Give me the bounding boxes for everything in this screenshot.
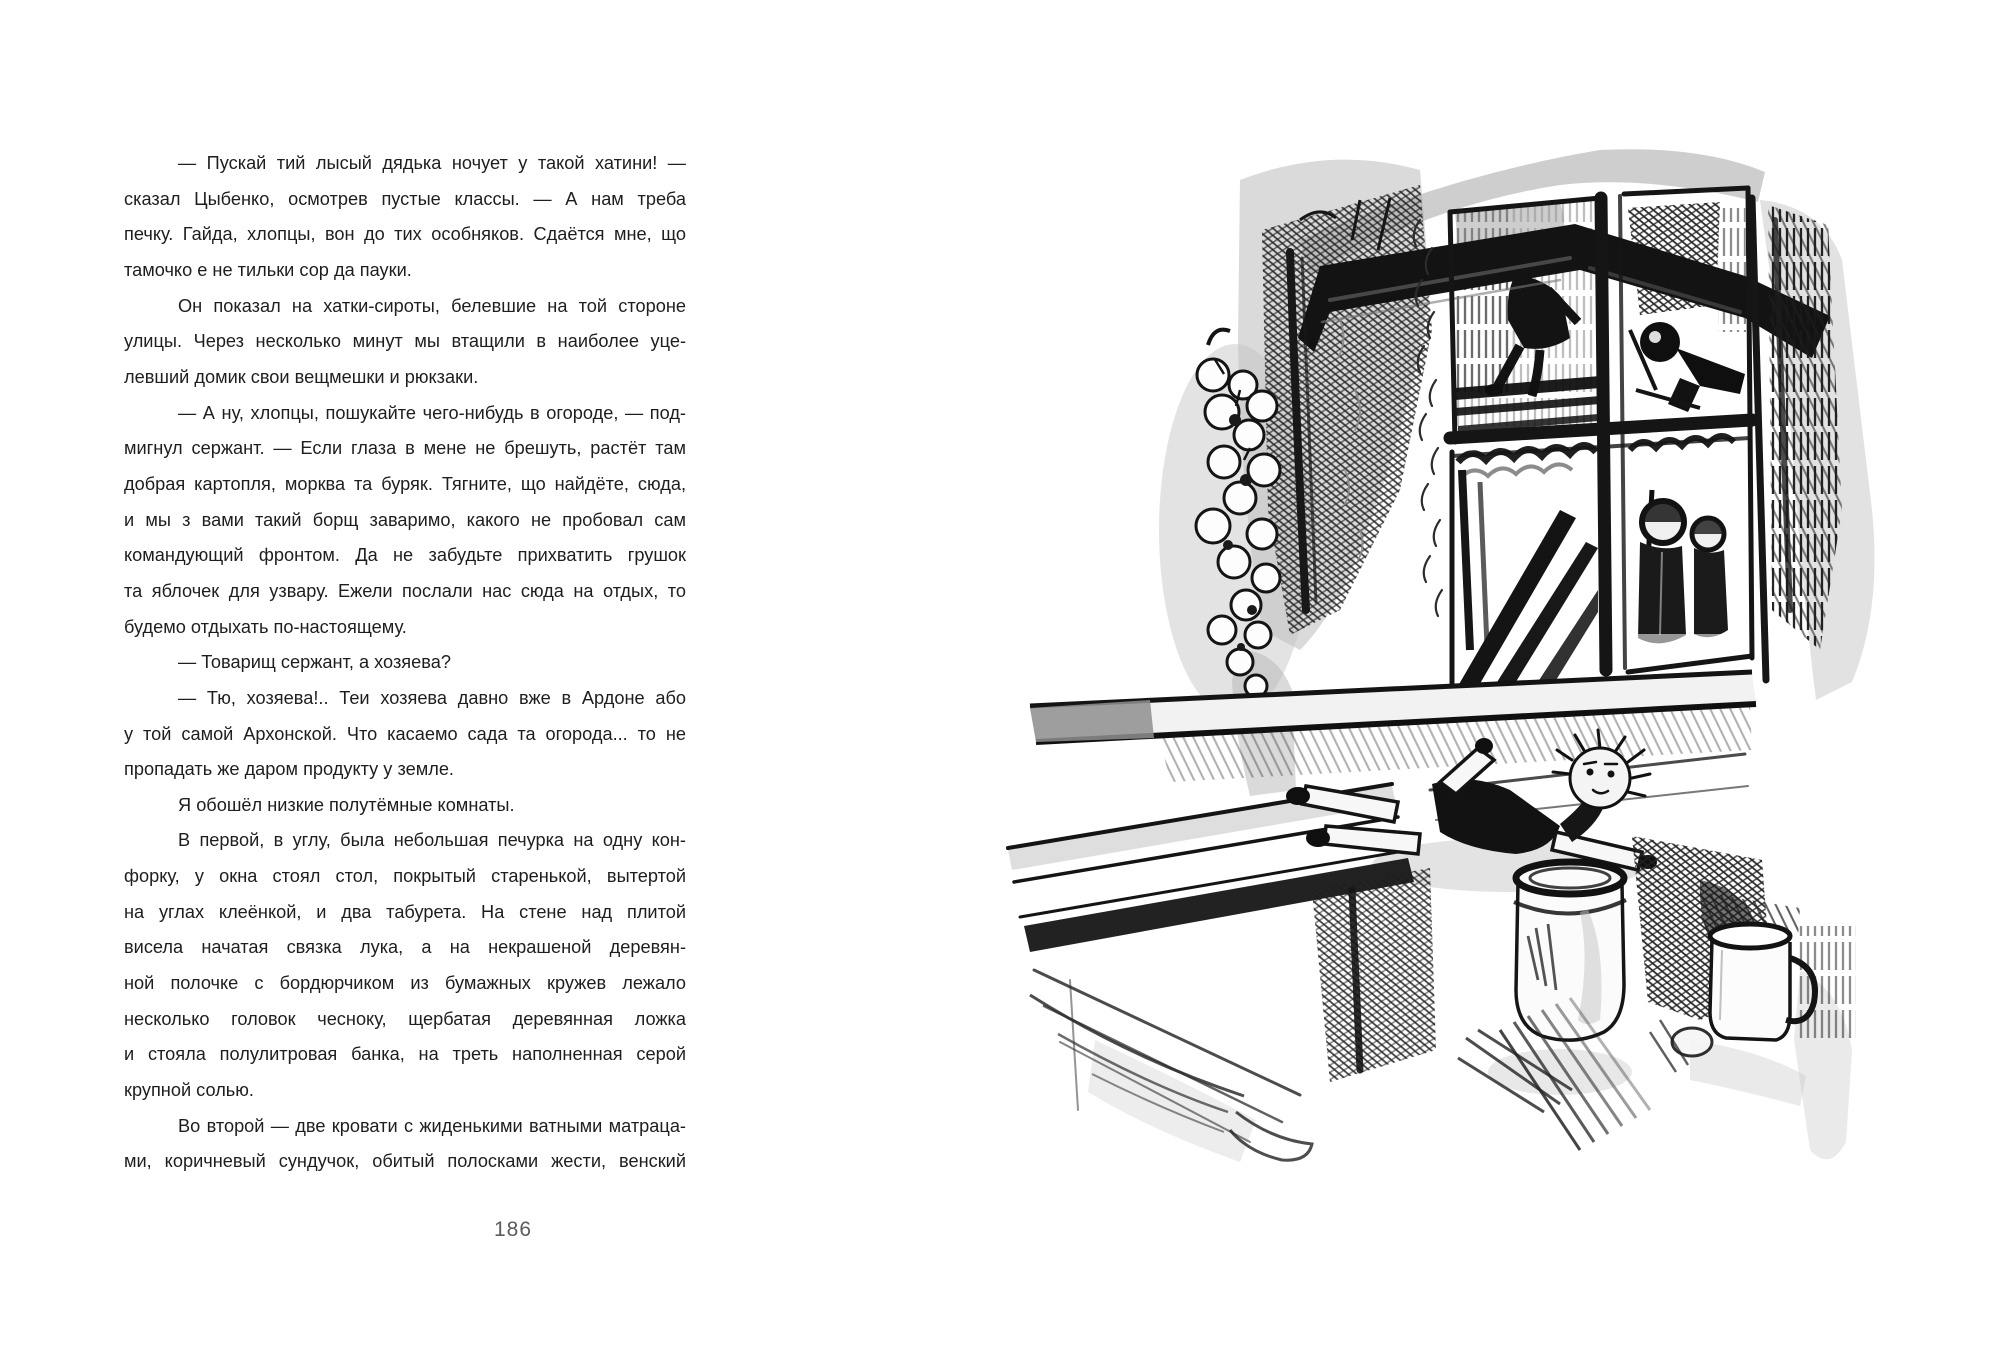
text-line: тамочко е не тильки сор да пауки.: [124, 259, 412, 280]
text-line: Он показал на хатки-сироты, белевшие на той стороне: [178, 295, 686, 316]
text-line: на углах клеёнкой, и два табурета. На стене над плитой: [124, 901, 686, 922]
pane-fence-slats: [1458, 445, 1598, 698]
text-line: крупной солью.: [124, 1080, 254, 1101]
text-line: Во второй — две кровати с жиденькими ватными матраца-: [178, 1115, 686, 1136]
text-line: левший домик свои вещмешки и рюкзаки.: [124, 366, 479, 387]
text-line: — Товарищ сержант, а хозяева?: [178, 652, 451, 673]
text-line: улицы. Через несколько минут мы втащили в наиболее уце-: [124, 331, 686, 352]
page-number: 186: [493, 1218, 533, 1241]
page-text: [124, 146, 686, 1180]
pane-helmeted-figures: [1628, 436, 1752, 672]
text-line: висела начатая связка лука, а на некрашеной деревян-: [124, 937, 686, 958]
text-line: — Тю, хозяева!.. Теи хозяева давно вже в Ардоне або: [178, 687, 686, 708]
text-line: несколько головок чесноку, щербатая деревянная ложка: [124, 1008, 686, 1029]
text-line: — Пускай тий лысый дядька ночует у такой хатини! —: [178, 153, 686, 173]
text-line: и стояла полулитровая банка, на треть наполненная серой: [124, 1044, 686, 1065]
text-line: — А ну, хлопцы, пошукайте чего-нибудь в огороде, — под-: [178, 402, 686, 423]
text-line: ной полочке с бордюрчиком из бумажных кружев лежало: [124, 973, 686, 994]
text-line: добрая картопля, морква та буряк. Тягните, що найдёте, сюда,: [124, 473, 686, 494]
text-line: форку, у окна стоял стол, покрытый старенькой, вытертой: [124, 866, 686, 887]
text-line: сказал Цыбенко, осмотрев пустые классы. — А нам треба: [124, 188, 686, 209]
text-line: печку. Гайда, хлопцы, вон до тих особняков. Сдаётся мне, що: [124, 224, 686, 245]
text-line: будемо отдыхать по-настоящему.: [124, 616, 407, 637]
illustration-window-drawing: [1000, 90, 1930, 1200]
text-line: В первой, в углу, была небольшая печурка на одну кон-: [178, 830, 686, 851]
text-line: и мы з вами такий борщ заваримо, какого не пробовал сам: [124, 509, 686, 530]
text-line: мигнул сержант. — Если глаза в мене не брешуть, растёт там: [124, 438, 686, 459]
text-line: пропадать же даром продукту у земле.: [124, 759, 454, 780]
text-line: у той самой Архонской. Что касаемо сада та огорода... то не: [124, 723, 686, 744]
text-line: Я обошёл низкие полутёмные комнаты.: [178, 794, 515, 815]
text-line: ми, коричневый сундучок, обитый полосками жести, венский: [124, 1151, 686, 1172]
text-line: командующий фронтом. Да не забудьте прихватить грушок: [124, 545, 686, 566]
text-line: та яблочек для узвару. Ежели послали нас сюда на отдых, то: [124, 580, 686, 601]
